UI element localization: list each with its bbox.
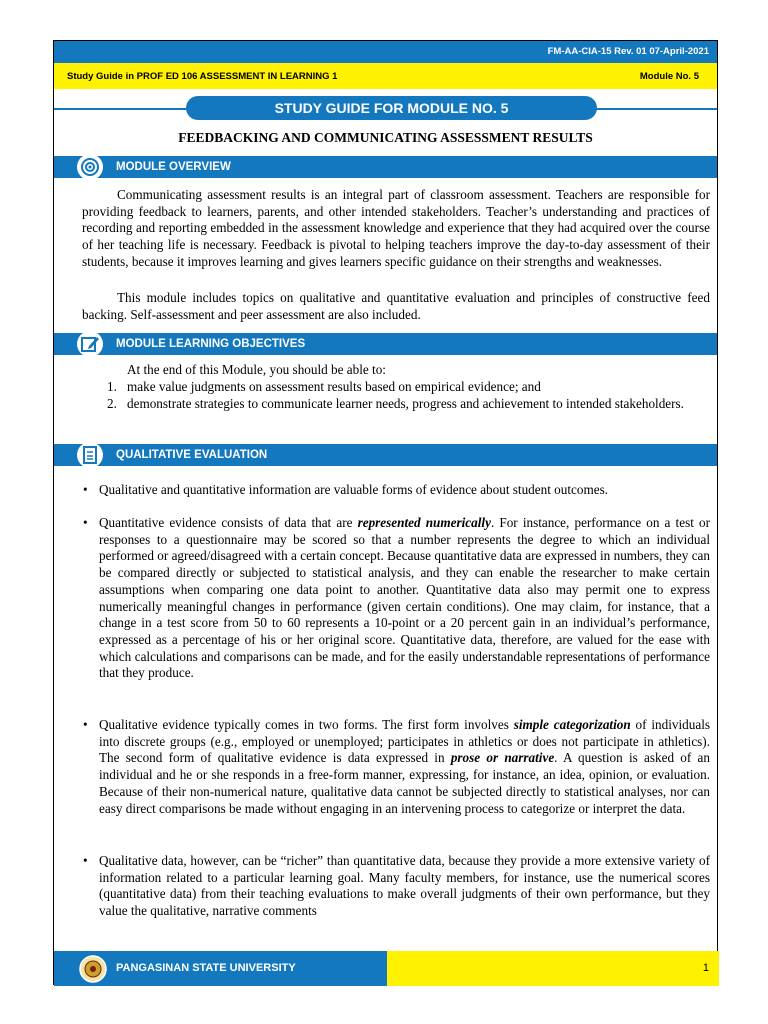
section-header-qualitative	[54, 444, 717, 466]
item-text: demonstrate strategies to communicate learner needs, progress and achievement to intended stakeholders.	[127, 395, 684, 411]
page-title: STUDY GUIDE FOR MODULE NO. 5	[186, 96, 597, 120]
list-item	[82, 396, 710, 413]
edit-icon	[77, 331, 103, 357]
footer-yellow	[387, 951, 719, 986]
bullet-icon: •	[83, 482, 88, 497]
module-number: Module No. 5	[639, 71, 699, 82]
form-code: FM-AA-CIA-15 Rev. 01 07-April-2021	[547, 46, 709, 57]
item-number: 1.	[107, 379, 117, 394]
module-subtitle: FEEDBACKING AND COMMUNICATING ASSESSMENT RESULTS	[178, 130, 593, 145]
overview-paragraph-2: This module includes topics on qualitative and quantitative evaluation and principles of constructive feed backing. Self-assessment and peer assessment are also included.	[82, 290, 710, 322]
objectives-intro: At the end of this Module, you should be able to:	[127, 362, 386, 377]
university-name: PANGASINAN STATE UNIVERSITY	[116, 962, 296, 974]
course-header-bar	[54, 63, 717, 89]
section-title: MODULE OVERVIEW	[116, 161, 231, 173]
section-header-overview	[54, 156, 717, 178]
bullet-item: • Quantitative evidence consists of data that are represented numerically. For instance, performance on a test or responses to a questionnaire may be scored so that a number represents the degree to which an individual performed or agreed/disagreed with a certain concept. Because quantitative data are expressed in numbers, they can be compared directly or subjected to statistical analysis, and they can enable the researcher to make certain assumptions when comparing one data point to another. Quantitative data also may permit one to express numerically meaningful changes in performance (given certain conditions). One may claim, for instance, that a change in a test score from 50 to 60 represents a 10-point or a 20 percent gain in an individual’s performance, expressed as a percentage of his or her original score. Quantitative data, therefore, are valued for the ease with which calculations and comparisons can be made, and for the easily understandable representations of performance that they produce.	[83, 515, 710, 681]
bullet-item: • Qualitative and quantitative information are valuable forms of evidence about student outcomes.	[83, 482, 609, 497]
emphasis: prose or narrative	[450, 750, 555, 766]
page-frame	[53, 40, 718, 985]
bullet-icon: •	[83, 717, 88, 732]
bullet-item: • Qualitative evidence typically comes in two forms. The first form involves simple categorization of individuals into discrete groups (e.g., employed or unemployed; participates in athletics or does not participate in athletics). The second form of qualitative evidence is data expressed in prose or narrative. A question is asked of an individual and he or she responds in a free-form manner, expressing, for instance, an idea, opinion, or evaluation. Because of their non-numerical nature, qualitative data cannot be subjected directly to statistical analyses, nor can easy direct comparisons be made without engaging in an intervening process to categorize or interpret the data.	[83, 717, 711, 816]
bullet-icon: •	[83, 515, 88, 530]
bullet-item: • Qualitative data, however, can be “richer” than quantitative data, because they provide a more extensive variety of information related to a particular learning goal. Many faculty members, for instance, use the numerical scores (quantitative data) from their teaching evaluations to make overall judgments of their own performance, but they value the qualitative, narrative comments	[83, 853, 710, 919]
list-item	[82, 379, 710, 396]
overview-paragraph-1: Communicating assessment results is an integral part of classroom assessment. Teachers are responsible for providing feedback to learners, parents, and other intended stakeholders. Teacher’s understanding and practices of recording and reporting embedded in the assessment knowledge and experience that they had acquired over the course of her teaching life is necessary. Feedback is pivotal to helping teachers improve the day-to-day assessment of their students, because it improves learning and gives learners specific guidance on their strengths and weaknesses.	[82, 187, 710, 269]
target-icon	[77, 154, 103, 180]
bullet-icon: •	[83, 853, 88, 868]
page-number: 1	[702, 962, 709, 974]
emphasis: simple categorization	[513, 717, 631, 732]
university-seal-icon	[78, 954, 108, 984]
item-number: 2.	[107, 395, 117, 411]
form-code-bar	[54, 41, 717, 63]
footer-blue	[54, 951, 387, 986]
emphasis: represented numerically	[357, 515, 491, 530]
item-text: make value judgments on assessment results based on empirical evidence; and	[127, 379, 541, 394]
section-title: QUALITATIVE EVALUATION	[116, 449, 268, 461]
document-icon	[77, 442, 103, 468]
objectives-list	[82, 379, 710, 412]
section-title: MODULE LEARNING OBJECTIVES	[116, 338, 306, 350]
section-header-objectives	[54, 333, 717, 355]
course-title: Study Guide in PROF ED 106 ASSESSMENT IN LEARNING 1	[67, 71, 338, 82]
page-footer	[54, 951, 717, 986]
